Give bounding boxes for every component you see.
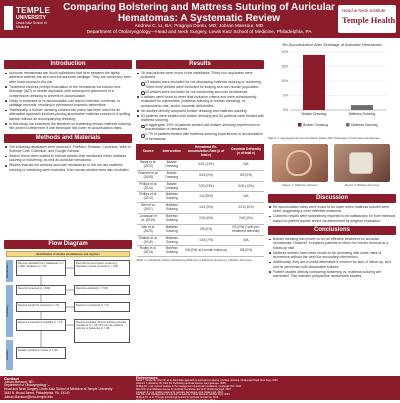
table-cell: Mattress Suturing (160, 224, 184, 235)
table-cell: N/A (229, 159, 264, 170)
table-cell: 0/8 (0%) (184, 224, 229, 235)
results-table (136, 144, 264, 257)
results-bullet: 13 articles were excluded for not discussing mattress suturing or bolstering. Three more articles were excluded for looking at a non-human population. (136, 80, 264, 89)
table-header: Source (137, 145, 160, 160)
discussion-heading: Discussion (268, 194, 396, 203)
table-cell: Nair et al. (2020) (137, 224, 160, 235)
table-row (137, 159, 264, 170)
chart-title: Re-Accumulation After Drainage of Auricular Hematoma (282, 42, 382, 47)
y-tick-label: 20% (281, 50, 288, 55)
figure3-caption: Figure 3. Bolster Dressing (344, 182, 380, 187)
right-logo-line1: Head & Neck Institute (342, 8, 386, 13)
table-cell: 0/16 (0%) (184, 170, 229, 181)
bar (303, 55, 325, 110)
discussion-bullet: Cosmetic results were subjectively reported to be satisfactory for both methods based on patient reports and/or as determined by surgeon evaluation. (268, 214, 396, 223)
flow-box-removed: Records removed before screening: Duplicate records removed (n = 242) (74, 260, 130, 276)
reference-item: Shabeb TS, et al. Through-and-through sutures for auricular hematoma. 2015. (136, 396, 219, 400)
contact-title: Contact (4, 376, 19, 381)
reference-item: Wen DW, et al. Mattress sutures for auricular hematoma. Eur Arch Otorhinolaryngol. 2007. (136, 387, 232, 391)
table-cell: Bolster Dressing (160, 159, 184, 170)
logo-line2: UNIVERSITY (16, 15, 47, 21)
flow-stage-screening: Screening (6, 285, 13, 337)
flow-box-screened: Records screened (n = 820) (16, 285, 66, 295)
introduction-heading: Introduction (4, 60, 132, 69)
table-cell: Shabeb et al. (2015) (137, 235, 160, 246)
table-cell: Wen et al. (2007) (137, 203, 160, 214)
mattress-sutures-photo (272, 144, 328, 182)
table-row (137, 170, 264, 181)
conclusions-list (268, 237, 396, 278)
table-cell: Basal et al. (2020) (137, 159, 160, 170)
flow-diagram-heading: Flow Diagram (4, 240, 132, 249)
reference-item: Ghanem T, Rasamny JK, Park SS. Rethinking auricular trauma. Laryngoscope. 2005. (136, 381, 227, 385)
bolster-dressing-photo (334, 144, 390, 182)
conclusions-bullet: Additionally, they are a useful alternative if concern for lack of follow-up, as it can be performed with absorbable sutures. (268, 260, 396, 269)
legend-label: Mattress Suturing (351, 123, 378, 127)
table-cell: Bolster Dressing (160, 170, 184, 181)
x-tick-label: Bolster Dressing (301, 112, 327, 116)
right-logo-line2: Temple Health (342, 15, 396, 25)
flow-box-included: Studies included in review (n = 26) (16, 347, 66, 359)
introduction-bullet: Auricular hematomas are blood collections that form between the tightly adherent anterior ear skin and the auricular cartilage. They are commonly seen after blunt trauma to the ear. (4, 71, 132, 84)
contact-line: Head and Neck Surgery, Lewis Katz School of Medicine at Temple University (4, 387, 113, 392)
introduction-bullet: In this study, we examined the literature on bolstering versus mattress suturing. We aimed to determine if one technique has lower re-accumulation rates. (4, 122, 132, 131)
y-tick-label: 15% (281, 64, 288, 69)
table-row (137, 181, 264, 192)
table-cell: N/A (229, 192, 264, 203)
right-column (268, 40, 396, 279)
conclusions-heading: Conclusions (268, 226, 396, 235)
y-tick-label: 10% (281, 79, 288, 84)
table-row (137, 203, 264, 214)
reaccumulation-bar-chart (268, 40, 396, 136)
flow-stage-identification: Identification (6, 260, 13, 282)
temple-t-mark-icon (4, 6, 13, 30)
results-list (136, 71, 264, 141)
reference-item: Nair SS, et al. Management of auricular hematoma. J Plast Reconstr Aesthet Surg. 2020. (136, 393, 231, 397)
flow-arrows (4, 251, 132, 373)
conclusions-bullet: Further studies directly comparing bolstering vs. mattress suturing are warranted. This includes prospective randomized studies. (268, 270, 396, 279)
figure1-caption: Figure 1. Aggregate Re-Accumulation Rates After Drainage of Auricular Hematomas (268, 136, 380, 140)
table-cell: Mattress Suturing (160, 203, 184, 214)
table-cell: 1/15 (7%) (184, 235, 229, 246)
title-line1: Comparing Bolstering and Mattress Suturing of Auricular (63, 2, 335, 13)
flow-box-excluded: Records excluded (n = 746) (74, 285, 130, 295)
poster-title (54, 2, 344, 24)
table-cell: 0/3 (0%) 2 with pre-treatment deformity (229, 224, 264, 235)
table-cell: Bolster Dressing (160, 181, 184, 192)
introduction-bullet: Traditionally, a bolster dressing sutured into place has been used but an alternative approach involves placing absorbable mattress sutures in a quilting fashion without an accompanying dressing. (4, 108, 132, 121)
table-cell: 0/30 (0%) (184, 214, 229, 225)
results-bullet: 63 patients were treated with bolster dressing and 62 patients were treated with mattress suturing. (136, 114, 264, 123)
middle-column (136, 60, 264, 263)
flow-box-reports-excluded: Reports excluded: Did not address auricular hematoma (n = 12); Did not use mattress suturing or bolstering (n = 36) (74, 319, 130, 343)
references-title: References (136, 375, 158, 380)
table-cell: 6/41 (14%) (184, 159, 229, 170)
flow-title: Identification of studies via databases and registers (6, 251, 130, 257)
table-cell: Jonasson et al. (2019) (137, 214, 160, 225)
reference-item: Jonasson P, et al. Quilting sutures for auricular hematoma. Acta Otolaryngol. 2019. (136, 390, 224, 394)
flow-box-assessed: Reports assessed for eligibility (n = 74) (16, 319, 66, 331)
results-heading: Results (136, 60, 264, 69)
results-bullet: 15 articles were excluded for not mentioning auricular hematomas. (136, 90, 264, 94)
table-cell: 0/30 (0%) (229, 214, 264, 225)
figure2-caption: Figure 2. Mattress Sutures (282, 182, 318, 187)
temple-health-logo (338, 5, 396, 33)
reference-list (136, 380, 396, 403)
introduction-bullet: Delay in treatment or re-accumulation can lead to infection, ischemia, or cartilage necrosis, resulting in permanent cosmetic deformities. (4, 99, 132, 108)
legend-label: Bolster Dressing (303, 123, 328, 127)
table-row (137, 224, 264, 235)
table-cell: Ghanem et al. (2005) (137, 170, 160, 181)
table-header: Intervention (160, 145, 184, 160)
contact-line: Jobran Mansour, MD (4, 379, 34, 384)
table-cell: 0/5 (0%) (229, 170, 264, 181)
results-bullet: In aggregate, 19% of patients treated with bolster dressing experienced re-accumulation of hematoma. (136, 123, 264, 132)
methods-list (4, 145, 132, 173)
table-cell: Phillips et al. (2014) (137, 192, 160, 203)
bar (351, 105, 373, 110)
introduction-bullet: Treatment involves prompt evacuation of the hematoma via incision and drainage (I&D) or needle aspiration with subsequent placement of a compressive dressing to prevent re-accumulation. (4, 85, 132, 98)
table-cell: N/A (229, 235, 264, 246)
table-cell: 2/19 (11%) (229, 203, 264, 214)
reference-item: Basal Y, Sarica MI, Ozer OF, et al. Alternative approach to auricular hematoma: a bolster dressing. Otolaryngol Head Neck Surg. 2020. (136, 378, 279, 382)
table-header: Hematoma Re-accumulation Rate (n of total n) (184, 145, 229, 160)
table-cell: Mattress Suturing (160, 214, 184, 225)
results-bullet: 9 articles were found to meet final inclusion criteria and were subsequently evaluated for intervention (mattress suturing or bolster dressing), re-accumulation rate, and/or cosmetic deformities. (136, 95, 264, 108)
contact-line: Jobran.Mansour@tuhs.temple.edu (4, 394, 53, 399)
bolster-pad-icon (349, 152, 373, 174)
flow-stage-included: Included (6, 340, 13, 370)
logo-line3: Lewis Katz School of Medicine (16, 20, 47, 29)
table-cell: Rodity et al. (2014) (137, 246, 160, 257)
flow-diagram (4, 251, 132, 373)
conclusions-bullet: Bolster dressing has proven to be an effective treatment for auricular hematomas. However, it requires patients to return for bolster removal at a follow-up visit. (268, 237, 396, 250)
conclusions-bullet: Mattress sutures have been shown to be promising with lower rates of recurrence without the need for secondary intervention. (268, 251, 396, 260)
table-row (137, 192, 264, 203)
table-row (137, 235, 264, 246)
poster-header (0, 0, 400, 38)
authors-line: Andrew C. LI, BA; Pragnya Dontu, MD; Jobran Mansour, MD (134, 24, 264, 29)
introduction-list (4, 71, 132, 131)
flow-box-sought: Reports sought for retrieval (n = 74) (16, 302, 66, 312)
discussion-bullet: Re-accumulation rates were found to be lower when mattress sutures were used, suggesting a more effective treatment. (268, 205, 396, 214)
table-row (137, 214, 264, 225)
y-tick-label: 0% (283, 108, 288, 113)
contact-line: 3440 N. Broad Street, Philadelphia, PA, 19140 (4, 390, 70, 395)
table-cell: 7/30 (23%) (184, 181, 229, 192)
table-cell: 6/30 (12%) (229, 181, 264, 192)
contact-block (4, 377, 132, 399)
y-tick-label: 5% (283, 93, 288, 98)
table-cell: 0/8 (0%) (229, 246, 264, 257)
flow-box-identified: Records identified from: Databases (n = 1,062); Registers (n = 0) (16, 260, 66, 276)
x-tick-label: Mattress Suturing (348, 112, 376, 116)
results-bullet: 26 total articles were found in the databases. Thirty-four duplicates were excluded. (136, 71, 264, 80)
table-cell: Mattress Suturing (160, 192, 184, 203)
methods-bullet: The following databases were searched: PubMed, Embase, Cochrane, Web of Science Core Collection, and Google Scholar. (4, 145, 132, 154)
table-cell: Phillips et al. (2014) (137, 181, 160, 192)
logo-name: TEMPLE (16, 6, 51, 15)
table-row (137, 246, 264, 257)
poster-footer (0, 375, 400, 403)
contact-line: Department of Otolaryngology — (4, 383, 51, 388)
reference-item: Phillips RJ, et al. Current practice in the management of auricular hematoma. J Laryngol Otol. 2014. (136, 384, 242, 388)
table-cell: 1/14 (5%) (184, 203, 229, 214)
legend-swatch (298, 123, 302, 127)
reference-item: Rodity R, et al. Auricular hematoma treatment with mattress suturing. 2014. (136, 399, 216, 403)
flow-box-not-retrieved: Reports not retrieved (n = 0) (74, 302, 130, 312)
poster-authors (54, 24, 344, 35)
table-body (137, 159, 264, 256)
table-cell: Mattress Suturing (160, 246, 184, 257)
references-block (136, 377, 396, 403)
temple-university-logo (4, 4, 51, 34)
title-line2: Hematomas: A Systematic Review (117, 13, 281, 24)
table-cell: 1/4 (25%) (184, 192, 229, 203)
methods-bullet: Search terms were crafted to include articles that mentioned either mattress suturing or bolstering, as well as auricular hematoma. (4, 154, 132, 163)
figure-photos (268, 144, 396, 190)
results-bullet: No studies directly compared bolster dressing and mattress suturing. (136, 109, 264, 113)
affiliation-line: Department of Otolaryngology—Head and Neck Surgery, Lewis Katz School of Medicine, Philadelphia, PA (86, 29, 312, 35)
table-cell: 0/8 (0%) at 3-month follow-up (184, 246, 229, 257)
ear-shape-icon (286, 150, 312, 176)
table-cell: Mattress Suturing (160, 235, 184, 246)
methods-bullet: Studies that did not address auricular hematomas or did not use mattress suturing or bolstering were excluded. Non-human studies were also excluded. (4, 163, 132, 172)
legend-swatch (346, 123, 350, 127)
table-header-row (137, 145, 264, 160)
left-column (4, 60, 132, 173)
table-header: Cosmetic Deformity (n of total n) (229, 145, 264, 160)
methods-heading: Methods and Materials (4, 134, 132, 143)
results-bullet: 1.7% of patients treated with mattress suturing experienced re-accumulation of hematoma. (136, 132, 264, 141)
table-caption: Table 1. Individual Articles Addressing Efficacy of Mattress Suturing or Bolster Dressing (136, 257, 252, 262)
discussion-list (268, 205, 396, 223)
